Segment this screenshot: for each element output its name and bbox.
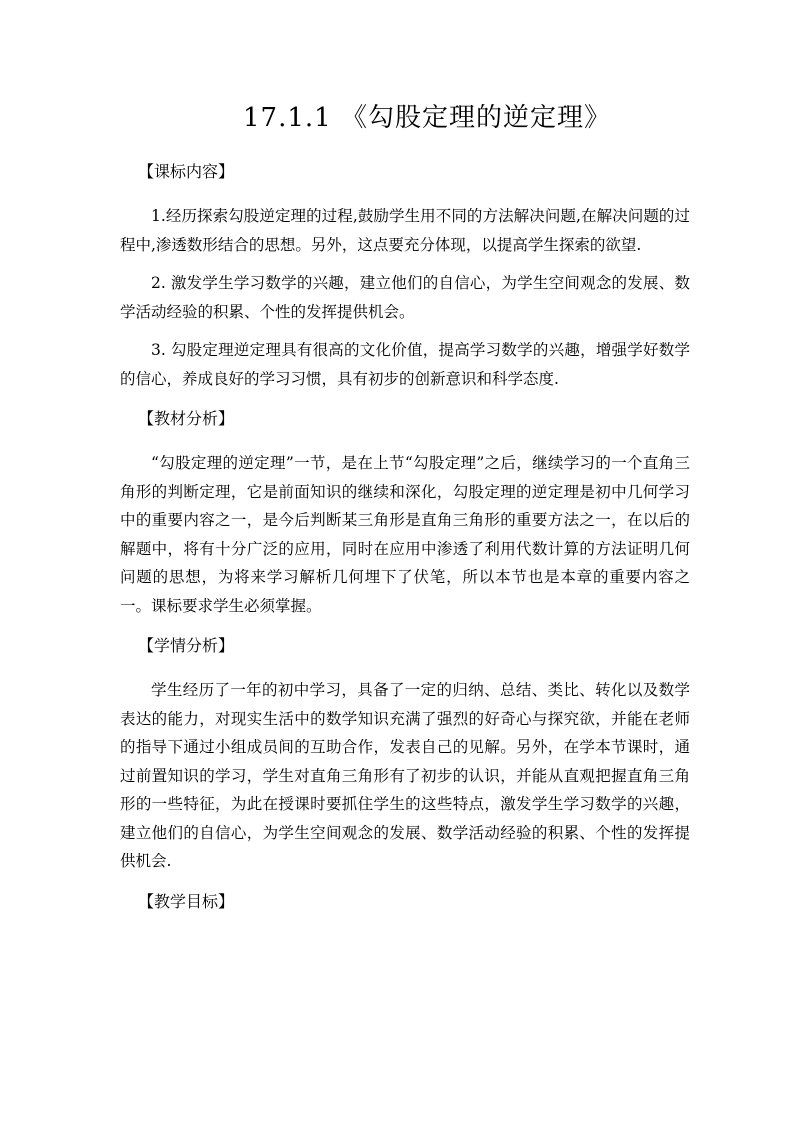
paragraph: 1.经历探索勾股逆定理的过程,鼓励学生用不同的方法解决问题,在解决问题的过程中,渗透数形结合的思想。另外，这点要充分体现，以提高学生探索的欲望.: [120, 207, 690, 254]
paragraph: “勾股定理的逆定理”一节，是在上节“勾股定理”之后，继续学习的一个直角三角形的判断定理，它是前面知识的继续和深化，勾股定理的逆定理是初中几何学习中的重要内容之一，是今后判断某三角形是直角三角形的重要方法之一，在以后的解题中，将有十分广泛的应用，同时在应用中渗透了利用代数计算的方法证明几何问题的思想，为将来学习解析几何埋下了伏笔，所以本节也是本章的重要内容之一。课标要求学生必须掌握。: [120, 454, 690, 615]
document-title: 17.1.1 《勾股定理的逆定理》: [243, 103, 611, 133]
paragraph: 3. 勾股定理逆定理具有很高的文化价值，提高学习数学的兴趣，增强学好数学的信心，养成良好的学习习惯，具有初步的创新意识和科学态度.: [120, 341, 690, 388]
section-teaching-objectives: [120, 888, 690, 916]
document-body: [120, 158, 690, 916]
paragraph: 学生经历了一年的初中学习，具备了一定的归纳、总结、类比、转化以及数学表达的能力，对现实生活中的数学知识充满了强烈的好奇心与探究欲，并能在老师的指导下通过小组成员间的互助合作，发表自己的见解。另外，在学本节课时，通过前置知识的学习，学生对直角三角形有了初步的认识，并能从直观把握直角三角形的一些特征，为此在授课时要抓住学生的这些特点，激发学生学习数学的兴趣，建立他们的自信心，为学生空间观念的发展、数学活动经验的积累、个性的发挥提供机会.: [120, 681, 690, 870]
section-heading: 【教学目标】: [138, 891, 235, 911]
section-heading: 【教材分析】: [138, 409, 235, 428]
section-student-analysis: [120, 632, 690, 876]
section-heading: 【课标内容】: [138, 162, 235, 181]
section-curriculum-standards: [120, 158, 690, 393]
paragraph: 2. 激发学生学习数学的兴趣，建立他们的自信心，为学生空间观念的发展、数学活动经验的积累、个性的发挥提供机会。: [120, 274, 690, 321]
section-textbook-analysis: [120, 405, 690, 620]
section-heading: 【学情分析】: [138, 636, 235, 655]
